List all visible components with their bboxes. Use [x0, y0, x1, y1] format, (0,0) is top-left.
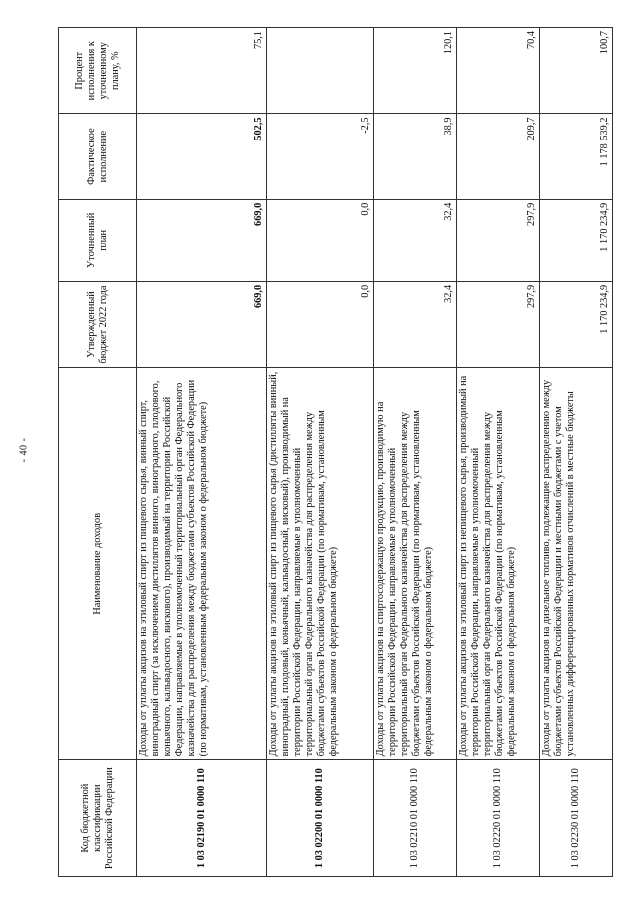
row-approved: 297,9 — [457, 281, 540, 367]
table-row — [457, 28, 540, 877]
row-refined-plan: 669,0 — [137, 199, 267, 281]
table-row — [374, 28, 457, 877]
row-code: 1 03 02200 01 0000 110 — [267, 760, 374, 877]
row-percent: 70,4 — [457, 28, 540, 114]
row-name: Доходы от уплаты акцизов на этиловый спирт из пищевого сырья, винный спирт, виноградный спирт (за исключением дистиллятов винного, виноградного, плодового, коньячного, кальвадосного, вискового), производимый на территории Российской Федерации, направляемые в уполномоченный территориальный орган Федерального казначейства для распределения между бюджетами субъектов Российской Федерации (по нормативам, установленным федеральным законом о федеральном бюджете) — [137, 368, 267, 760]
header-refined-plan: Уточненный план — [59, 199, 137, 281]
table-row — [540, 28, 613, 877]
revenue-table — [58, 27, 613, 877]
row-name: Доходы от уплаты акцизов на этиловый спирт из непищевого сырья, производимый на территории Российской Федерации, направляемые в уполномоченный территориальный орган Федерального казначейства для распределения между бюджетами субъектов Российской Федерации (по нормативам, установленным федеральным законом о федеральном бюджете) — [457, 368, 540, 760]
row-percent: 75,1 — [137, 28, 267, 114]
row-actual: 38,9 — [374, 114, 457, 199]
row-refined-plan: 1 170 234,9 — [540, 199, 613, 281]
row-approved: 0,0 — [267, 281, 374, 367]
header-percent: Процент исполнения к уточненному плану, % — [59, 28, 137, 114]
row-actual: 502,5 — [137, 114, 267, 199]
row-refined-plan: 0,0 — [267, 199, 374, 281]
row-actual: 209,7 — [457, 114, 540, 199]
header-code: Код бюджетной классификации Российской Федерации — [59, 760, 137, 877]
row-percent: 100,7 — [540, 28, 613, 114]
row-refined-plan: 297,9 — [457, 199, 540, 281]
row-percent: 120,1 — [374, 28, 457, 114]
row-code: 1 03 02230 01 0000 110 — [540, 760, 613, 877]
rotated-page — [58, 27, 612, 877]
row-refined-plan: 32,4 — [374, 199, 457, 281]
row-code: 1 03 02190 01 0000 110 — [137, 760, 267, 877]
row-code: 1 03 02220 01 0000 110 — [457, 760, 540, 877]
row-name: Доходы от уплаты акцизов на этиловый спирт из пищевого сырья (дистилляты винный, виноградный, плодовый, коньячный, кальвадосный, висковый), производимый на территории Российской Федерации, направляемые в уполномоченный территориальный орган Федерального казначейства для распределения между бюджетами субъектов Российской Федерации (по нормативам, установленным федеральным законом о федеральном бюджете) — [267, 368, 374, 760]
row-name: Доходы от уплаты акцизов на дизельное топливо, подлежащие распределению между бюджетами субъектов Российской Федерации и местными бюджетами с учетом установленных дифференцированных нормативов отчислений в местные бюджеты — [540, 368, 613, 760]
row-approved: 669,0 — [137, 281, 267, 367]
row-code: 1 03 02210 01 0000 110 — [374, 760, 457, 877]
header-name: Наименование доходов — [59, 368, 137, 760]
table-row — [267, 28, 374, 877]
row-name: Доходы от уплаты акцизов на спиртосодержащую продукцию, производимую на территории Российской Федерации, направляемые в уполномоченный территориальный орган Федерального казначейства для распределения между бюджетами субъектов Российской Федерации (по нормативам, установленным федеральным законом о федеральном бюджете) — [374, 368, 457, 760]
row-percent — [267, 28, 374, 114]
header-actual: Фактическое исполнение — [59, 114, 137, 199]
page-number: - 40 - — [18, 437, 30, 463]
row-approved: 1 170 234,9 — [540, 281, 613, 367]
table-row — [137, 28, 267, 877]
row-actual: -2,5 — [267, 114, 374, 199]
row-approved: 32,4 — [374, 281, 457, 367]
header-approved: Утвержденный бюджет 2022 года — [59, 281, 137, 367]
table-header-row — [59, 28, 137, 877]
row-actual: 1 178 539,2 — [540, 114, 613, 199]
